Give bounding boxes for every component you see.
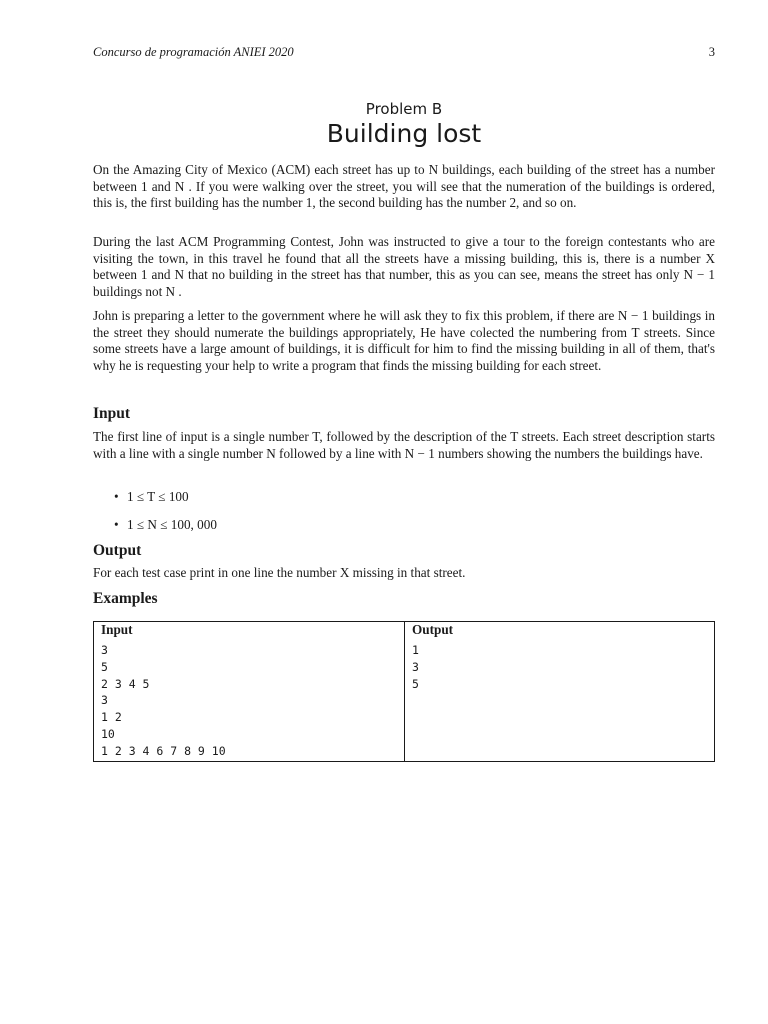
input-line: 3: [101, 643, 108, 657]
constraints-list: [93, 489, 715, 545]
input-line: 1 2: [101, 710, 122, 725]
bullet-icon: •: [114, 489, 119, 504]
constraint-text: 1 ≤ T ≤ 100: [127, 489, 189, 504]
problem-title: Building lost: [326, 119, 482, 148]
output-line: 1: [412, 643, 419, 657]
input-description: The first line of input is a single number T, followed by the description of the T streets. Each street description starts with a line with a single number N followed by a line with N − 1 numbers showing the numbers the buildings have.: [93, 429, 715, 461]
input-line: 5: [101, 659, 108, 674]
page-number: 3: [708, 45, 715, 59]
examples-table: [93, 621, 715, 762]
examples-input-column: [94, 622, 405, 761]
input-line: 2 3 4 5: [101, 676, 150, 691]
examples-output-column: [405, 622, 714, 761]
statement-paragraph-3: John is preparing a letter to the government where he will ask they to fix this problem, if there are N − 1 buildings in the street they should numerate the buildings appropriately, He have colected the numbering from T streets. Since some streets have a large amount of buildings, it is difficult for him to find the missing building in all of them, that's why he is requesting your help to write a program that finds the missing building for each street.: [93, 308, 715, 373]
output-description: For each test case print in one line the number X missing in that street.: [93, 565, 466, 580]
output-line: 3: [412, 659, 419, 674]
output-heading: Output: [93, 542, 142, 559]
problem-label: Problem B: [365, 100, 443, 118]
output-line: 5: [412, 676, 419, 691]
input-heading: Input: [93, 405, 131, 422]
input-line: 10: [101, 726, 115, 741]
input-line: 1 2 3 4 6 7 8 9 10: [101, 743, 226, 758]
examples-heading: Examples: [93, 590, 158, 607]
examples-input-header: Input: [101, 622, 133, 637]
constraint-text: 1 ≤ N ≤ 100, 000: [127, 517, 217, 532]
statement-paragraph-1: On the Amazing City of Mexico (ACM) each street has up to N buildings, each building of the street has a number between 1 and N . If you were walking over the street, you will see that the numeration of the buildings is ordered, this is, the first building has the number 1, the second building has the number 2, and so on.: [93, 162, 715, 211]
running-header: [93, 45, 715, 60]
examples-output-header: Output: [412, 622, 454, 637]
constraint-item: [93, 517, 715, 545]
running-title: Concurso de programación ANIEI 2020: [93, 45, 294, 59]
constraint-item: [93, 489, 715, 517]
statement-paragraph-2: During the last ACM Programming Contest, John was instructed to give a tour to the foreign contestants who are visiting the town, in this travel he found that all the streets have a missing building, this is, there is a number X between 1 and N that no building in the street has that number, this as you can see, means the street has only N − 1 buildings not N .: [93, 234, 715, 299]
input-line: 3: [101, 693, 108, 708]
bullet-icon: •: [114, 517, 119, 532]
